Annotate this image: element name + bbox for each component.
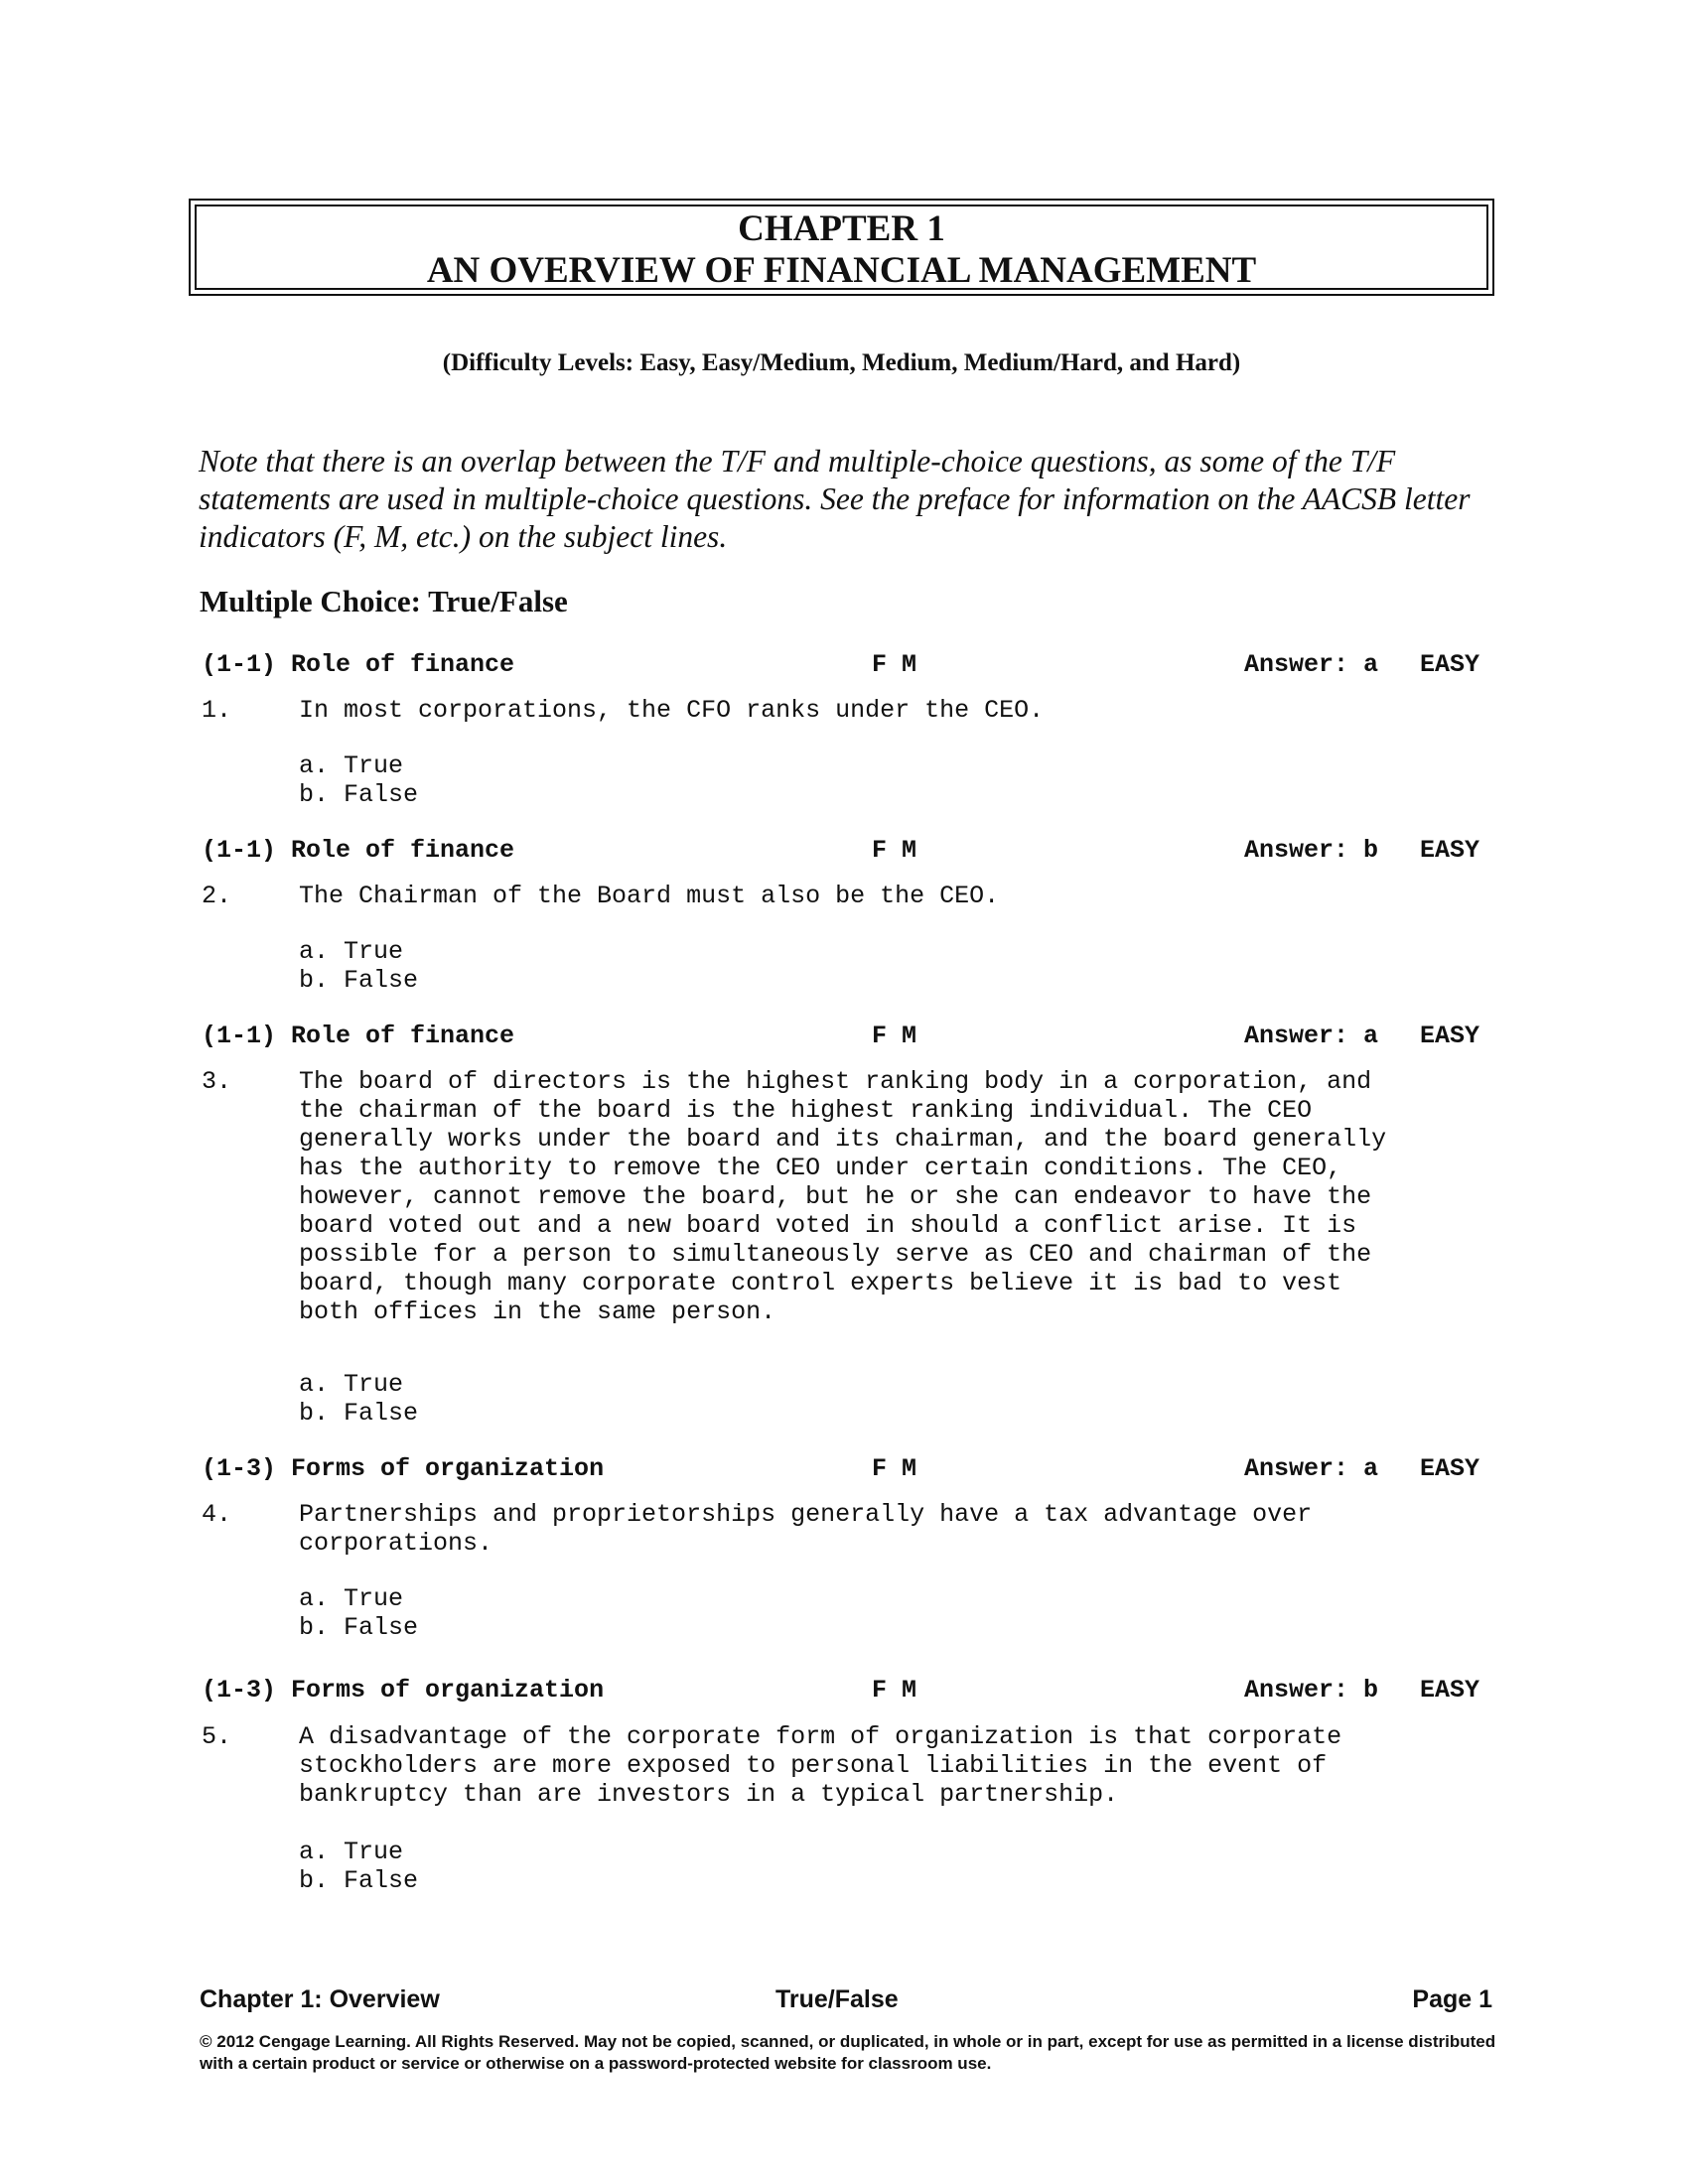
question-topic: (1-1) Role of finance <box>202 836 515 865</box>
answer-key: Answer: a <box>1244 1022 1379 1050</box>
option-a: a. True <box>299 937 404 966</box>
option-b: b. False <box>299 1866 419 1895</box>
option-b: b. False <box>299 1613 419 1642</box>
difficulty-badge: EASY <box>1420 1022 1480 1050</box>
question-text: The board of directors is the highest ranking body in a corporation, and the chairman of the board is the highest ranking individual. The CEO generally works under the board and its chairman, and the board generally has the authority to remove the CEO under certain conditions. The CEO, however, cannot remove the board, but he or she can endeavor to have the board voted out and a new board voted in should a conflict arise. It is possible for a person to simultaneously serve as CEO and chairman of the board, though many corporate control experts believe it is bad to vest both offices in the same person. <box>299 1067 1387 1326</box>
question-topic: (1-3) Forms of organization <box>202 1676 605 1705</box>
answer-key: Answer: a <box>1244 650 1379 679</box>
footer-chapter: Chapter 1: Overview <box>200 1985 440 2013</box>
answer-key: Answer: b <box>1244 836 1379 865</box>
difficulty-badge: EASY <box>1420 650 1480 679</box>
chapter-title: AN OVERVIEW OF FINANCIAL MANAGEMENT <box>426 250 1257 291</box>
option-b: b. False <box>299 1399 419 1428</box>
answer-key: Answer: b <box>1244 1676 1379 1705</box>
difficulty-badge: EASY <box>1420 836 1480 865</box>
question-text: The Chairman of the Board must also be the CEO. <box>299 882 1000 910</box>
question-header <box>202 650 1492 680</box>
question-header <box>202 1454 1492 1484</box>
page-number: Page 1 <box>1412 1985 1492 2013</box>
difficulty-badge: EASY <box>1420 1454 1480 1483</box>
option-b: b. False <box>299 966 419 995</box>
overlap-note: Note that there is an overlap between the T/F and multiple-choice questions, as some of the T/F statements are used in multiple-choice questions. See the preface for information on the AACSB letter indicators (F, M, etc.) on the subject lines. <box>199 444 1471 554</box>
option-a: a. True <box>299 1838 404 1866</box>
question-number: 4. <box>202 1500 232 1529</box>
copyright-notice: © 2012 Cengage Learning. All Rights Reserved. May not be copied, scanned, or duplicated, in whole or in part, except for use as permitted in a license distributed with a certain product or service or otherwise on a password-protected website for classroom use. <box>200 2032 1496 2073</box>
question-topic: (1-1) Role of finance <box>202 650 515 679</box>
option-b: b. False <box>299 780 419 809</box>
difficulty-levels: (Difficulty Levels: Easy, Easy/Medium, Medium, Medium/Hard, and Hard) <box>442 349 1241 376</box>
chapter-title-box <box>189 199 1494 296</box>
chapter-number: CHAPTER 1 <box>738 208 945 249</box>
aacsb-indicator: F M <box>872 1454 917 1483</box>
question-topic: (1-3) Forms of organization <box>202 1454 605 1483</box>
question-topic: (1-1) Role of finance <box>202 1022 515 1050</box>
question-text: A disadvantage of the corporate form of organization is that corporate stockholders are more exposed to personal liabilities in the event of bankruptcy than are investors in a typical partnership. <box>299 1722 1342 1809</box>
page-footer <box>200 1985 1492 2019</box>
aacsb-indicator: F M <box>872 650 917 679</box>
question-header <box>202 1022 1492 1051</box>
question-number: 2. <box>202 882 232 910</box>
difficulty-badge: EASY <box>1420 1676 1480 1705</box>
option-a: a. True <box>299 1584 404 1613</box>
aacsb-indicator: F M <box>872 1676 917 1705</box>
question-number: 5. <box>202 1722 232 1751</box>
question-text: In most corporations, the CFO ranks under the CEO. <box>299 696 1045 725</box>
aacsb-indicator: F M <box>872 1022 917 1050</box>
question-number: 3. <box>202 1067 232 1096</box>
footer-section: True/False <box>775 1985 899 2013</box>
question-text: Partnerships and proprietorships generally have a tax advantage over corporations. <box>299 1500 1313 1558</box>
answer-key: Answer: a <box>1244 1454 1379 1483</box>
option-a: a. True <box>299 751 404 780</box>
question-header <box>202 1676 1492 1706</box>
question-number: 1. <box>202 696 232 725</box>
aacsb-indicator: F M <box>872 836 917 865</box>
question-header <box>202 836 1492 866</box>
option-a: a. True <box>299 1370 404 1399</box>
section-heading: Multiple Choice: True/False <box>200 584 568 618</box>
